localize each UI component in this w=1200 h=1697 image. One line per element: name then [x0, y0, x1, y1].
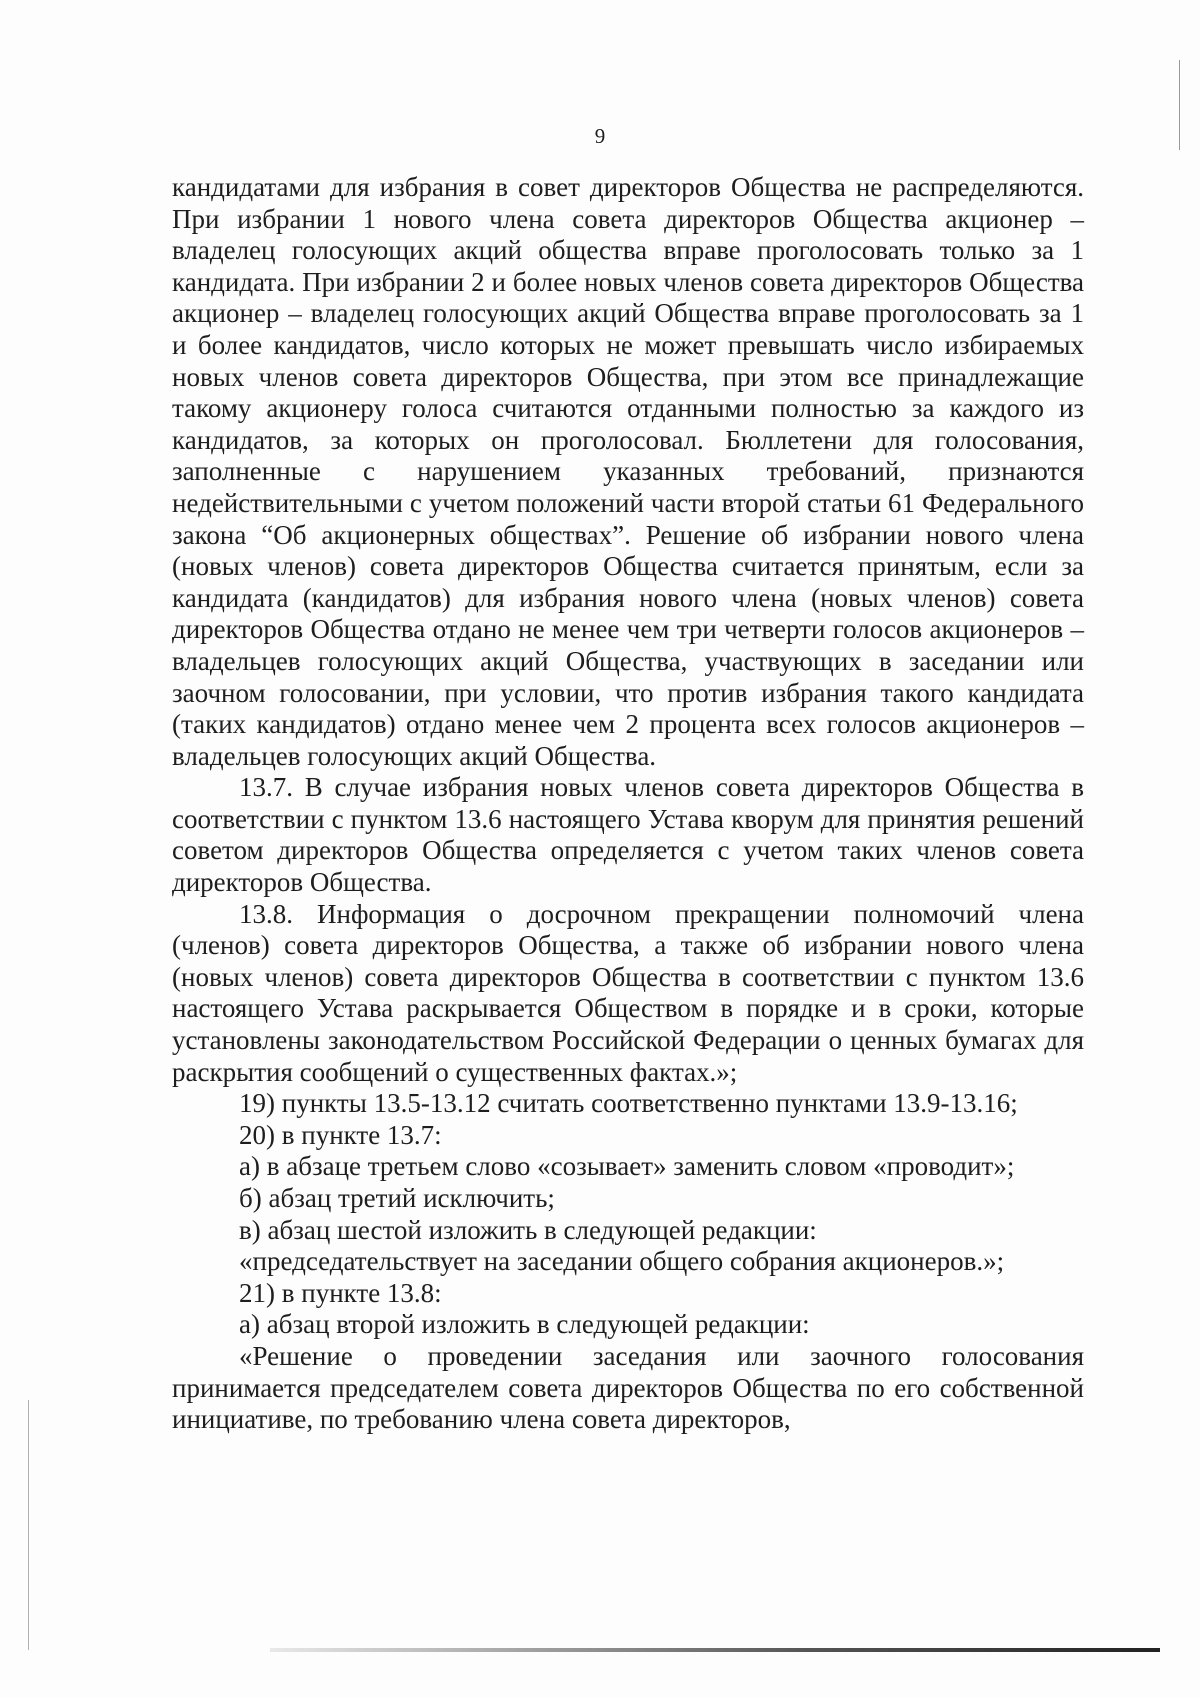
paragraph-item-20b: б) абзац третий исключить; [239, 1183, 555, 1213]
paragraph-item-21: 21) в пункте 13.8: [239, 1277, 442, 1308]
scan-edge-line-left [28, 1400, 29, 1650]
paragraph-item-19: 19) пункты 13.5-13.12 считать соответственно пунктами 13.9-13.16; [239, 1088, 1018, 1119]
paragraph-quote-chair: «председательствует на заседании общего собрания акционеров.»; [239, 1246, 1005, 1277]
page-number: 9 [594, 124, 606, 148]
paragraph-13-8: 13.8. Информация о досрочном прекращении полномочий члена (членов) совета директоров Общества, а также об избрании нового члена (новых членов) совета директоров Общества в соответствии с пунктом 13.6 настоящего Устава раскрывается Обществом в порядке и в сроки, которые установлены законодательством Российской Федерации о ценных бумагах для раскрытия сообщений о существенных фактах.»; [172, 898, 1084, 1087]
paragraph-continuation: кандидатами для избрания в совет директоров Общества не распределяются. При избрании 1 нового члена совета директоров Общества акционер – владелец голосующих акций общества вправе проголосовать только за 1 кандидата. При избрании 2 и более новых членов совета директоров Общества акционер – владелец голосующих акций Общества вправе проголосовать за 1 и более кандидатов, число которых не может превышать число избираемых новых членов совета директоров Общества, при этом все принадлежащие такому акционеру голоса считаются отданными полностью за каждого из кандидатов, за которых он проголосовал. Бюллетени для голосования, заполненные с нарушением указанных требований, признаются недействительными с учетом положений части второй статьи 61 Федерального закона “Об акционерных обществах”. Решение об избрании нового члена (новых членов) совета директоров Общества считается принятым, если за кандидата (кандидатов) для избрания нового члена (новых членов) совета директоров Общества отдано не менее чем три четверти голосов акционеров – владельцев голосующих акций Общества, участвующих в заседании или заочном голосовании, при условии, что против избрания такого кандидата (таких кандидатов) отдано менее чем 2 процента всех голосов акционеров – владельцев голосующих акций Общества. [172, 172, 1084, 771]
scan-edge-bottom [270, 1648, 1160, 1652]
document-body [172, 172, 1084, 1436]
paragraph-item-20: 20) в пункте 13.7: [239, 1119, 442, 1150]
paragraph-quote-decision: «Решение о проведении заседания или заочного голосования принимается председателем совета директоров Общества по его собственной инициативе, по требованию члена совета директоров, [172, 1340, 1084, 1435]
paragraph-item-21a: а) абзац второй изложить в следующей редакции: [239, 1309, 810, 1340]
paragraph-13-7: 13.7. В случае избрания новых членов совета директоров Общества в соответствии с пунктом 13.6 настоящего Устава кворум для принятия решений советом директоров Общества определяется с учетом таких членов совета директоров Общества. [172, 772, 1084, 898]
paragraph-item-20a: а) в абзаце третьем слово «созывает» заменить словом «проводит»; [239, 1151, 1015, 1182]
paragraph-item-20v: в) абзац шестой изложить в следующей редакции: [239, 1214, 817, 1245]
